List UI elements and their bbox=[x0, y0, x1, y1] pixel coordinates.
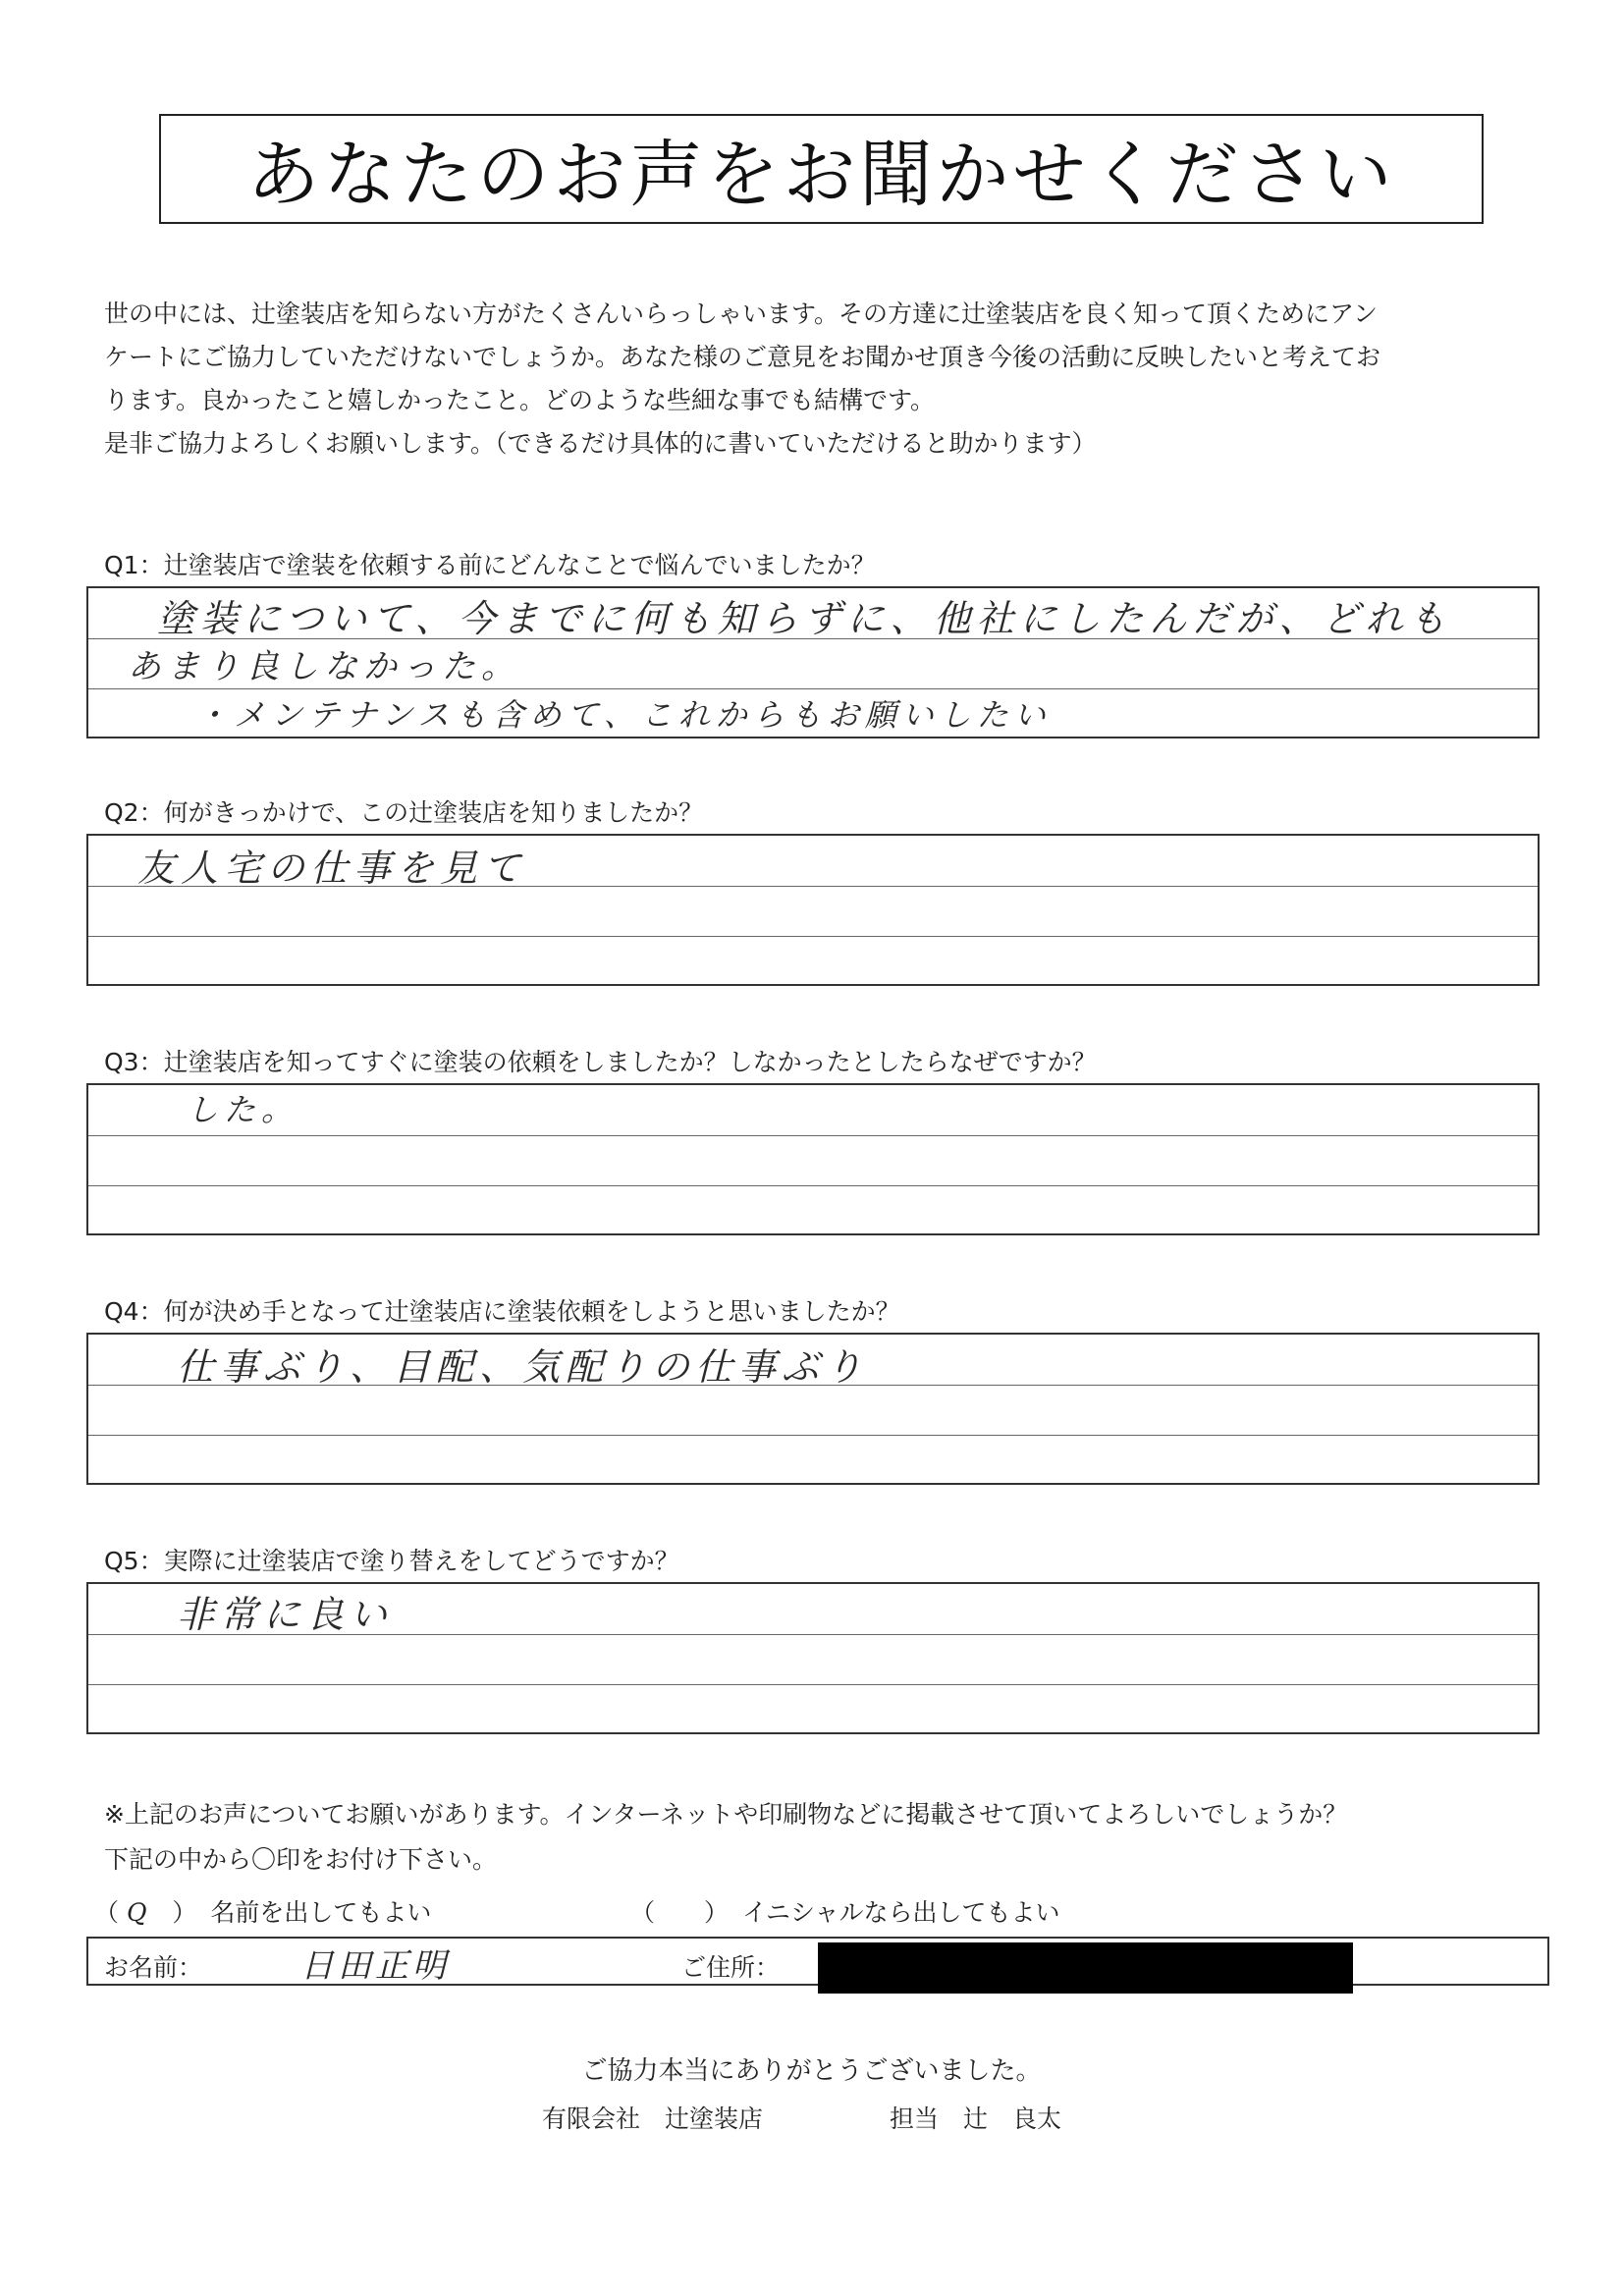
redacted-address bbox=[818, 1942, 1353, 1994]
circle-mark: Q bbox=[126, 1898, 147, 1927]
intro-line: 世の中には、辻塗装店を知らない方がたくさんいらっしゃいます。その方達に辻塗装店を良く知って頂くためにアン bbox=[104, 300, 1379, 328]
page-title: あなたのお声をお聞かせください bbox=[246, 133, 1396, 217]
q1-label: Q1：辻塗装店で塗装を依頼する前にどんなことで悩んでいましたか？ bbox=[104, 551, 876, 579]
thanks-message: ご協力本当にありがとうございました。 bbox=[581, 2056, 1042, 2086]
q4-answer-box[interactable] bbox=[86, 1333, 1540, 1485]
option-open-paren: （ bbox=[94, 1898, 120, 1927]
company-name: 有限会社 辻塗装店 bbox=[542, 2105, 764, 2133]
consent-option-name[interactable] bbox=[94, 1893, 431, 1929]
q3-answer-box[interactable] bbox=[86, 1083, 1540, 1235]
name-label: お名前： bbox=[104, 1953, 203, 1982]
intro-line: ケートにご協力していただけないでしょうか。あなた様のご意見をお聞かせ頂き今後の活動に反映したいと考えてお bbox=[104, 343, 1381, 371]
permission-note-line: 下記の中から〇印をお付け下さい。 bbox=[104, 1845, 498, 1874]
q1-answer-line-1: 塗装について、今までに何も知らずに、他社にしたんだが、どれも bbox=[157, 597, 1452, 640]
consent-option-initial[interactable] bbox=[630, 1893, 1059, 1929]
title-box bbox=[159, 114, 1484, 224]
consent-initial-label: イニシャルなら出してもよい bbox=[741, 1898, 1060, 1927]
option-close-paren: ） bbox=[172, 1898, 197, 1927]
q5-answer-box[interactable] bbox=[86, 1582, 1540, 1734]
consent-name-label: 名前を出してもよい bbox=[210, 1898, 432, 1927]
q2-label: Q2：何がきっかけで、この辻塗装店を知りましたか？ bbox=[104, 798, 704, 827]
q5-label: Q5：実際に辻塗装店で塗り替えをしてどうですか？ bbox=[104, 1547, 679, 1575]
name-value[interactable]: 日田正明 bbox=[300, 1946, 450, 1986]
q1-answer-box[interactable] bbox=[86, 586, 1540, 738]
q4-answer-line-1: 仕事ぶり、目配、気配りの仕事ぶり bbox=[177, 1345, 869, 1389]
q2-answer-box[interactable] bbox=[86, 834, 1540, 986]
option-close-paren: ） bbox=[703, 1898, 729, 1927]
q3-answer-line-1: した。 bbox=[187, 1091, 299, 1128]
intro-line: 是非ご協力よろしくお願いします。（できるだけ具体的に書いていただけると助かります） bbox=[104, 429, 1097, 458]
q1-answer-line-3: ・メンテナンスも含めて、これからもお願いしたい bbox=[196, 696, 1052, 734]
staff-name: 担当 辻 良太 bbox=[890, 2105, 1062, 2133]
intro-paragraph bbox=[104, 293, 1538, 465]
q3-label: Q3：辻塗装店を知ってすぐに塗装の依頼をしましたか？しなかったとしたらなぜですか？ bbox=[104, 1048, 1097, 1076]
intro-line: ります。良かったこと嬉しかったこと。どのような些細な事でも結構です。 bbox=[104, 386, 936, 414]
q2-answer-line-1: 友人宅の仕事を見て bbox=[137, 847, 527, 890]
q1-answer-line-2: あまり良しなかった。 bbox=[128, 647, 520, 686]
address-label: ご住所： bbox=[681, 1953, 781, 1982]
option-open-paren: （ bbox=[630, 1898, 656, 1927]
q5-answer-line-1: 非常に良い bbox=[177, 1593, 394, 1636]
q4-label: Q4：何が決め手となって辻塗装店に塗装依頼をしようと思いましたか？ bbox=[104, 1297, 900, 1326]
permission-note-line: ※上記のお声についてお願いがあります。インターネットや印刷物などに掲載させて頂いてよろしいでしょうか？ bbox=[104, 1800, 1348, 1829]
